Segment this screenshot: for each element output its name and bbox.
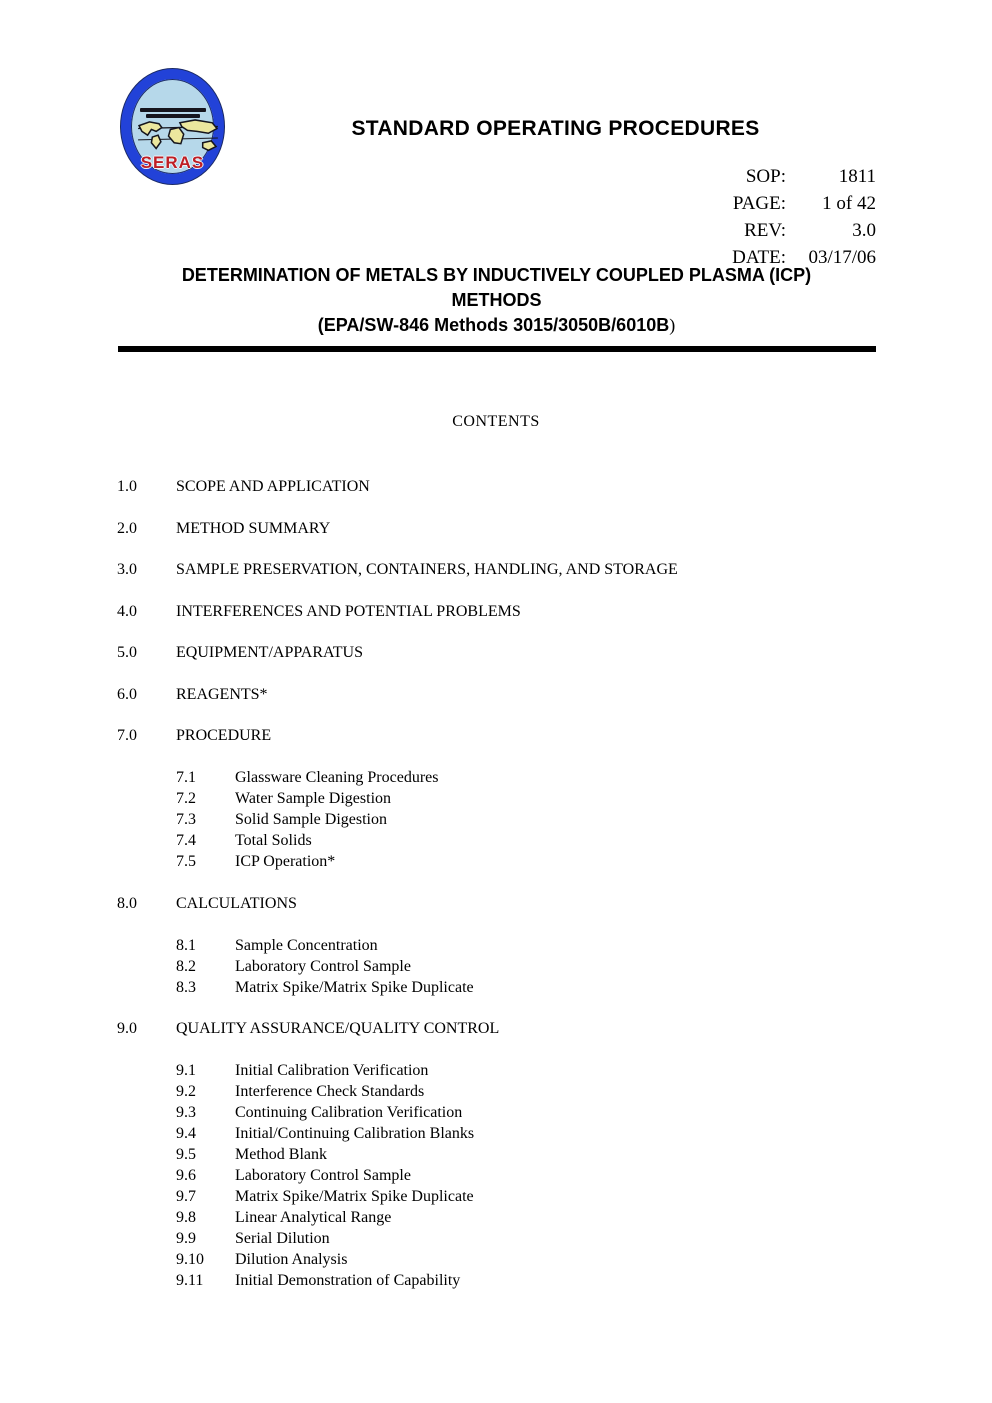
document-title-line2: METHODS [451,290,542,310]
toc-item-number: 2.0 [117,519,137,537]
toc-item-number: 3.0 [117,561,137,578]
toc-item-title: Total Solids [235,832,312,849]
meta-row-sop [732,163,876,190]
toc-item-number: 9.0 [117,1020,137,1037]
toc-item-title: Sample Concentration [235,936,378,954]
toc-item-title: Interference Check Standards [235,1083,425,1100]
meta-row-rev [732,217,876,244]
toc-section-row [117,893,932,914]
toc-item-number: 8.2 [176,957,196,975]
toc-item-title: Matrix Spike/Matrix Spike Duplicate [235,978,474,996]
toc-item-number: 8.0 [117,894,137,912]
world-map-icon [135,119,221,157]
toc-item-title: METHOD SUMMARY [176,519,331,537]
toc-item-title: Dilution Analysis [235,1251,348,1268]
toc-subsection-row [176,1186,932,1207]
meta-value: 1811 [838,166,876,187]
sop-meta-block [732,163,876,271]
toc-subsection-row [176,1123,932,1144]
toc-item-number: 9.9 [176,1230,196,1247]
meta-label: DATE: [732,247,786,268]
toc-item-number: 7.3 [176,811,196,828]
toc-item-number: 9.10 [176,1251,204,1268]
meta-label: PAGE: [732,193,786,214]
toc-item-title: Water Sample Digestion [235,790,392,807]
toc-item-number: 9.4 [176,1125,196,1142]
page-title: STANDARD OPERATING PROCEDURES [351,117,760,140]
toc-subsection-row [176,851,932,872]
toc-item-number: 9.3 [176,1104,196,1121]
toc-item-title: QUALITY ASSURANCE/QUALITY CONTROL [176,1020,500,1037]
toc-item-title: INTERFERENCES AND POTENTIAL PROBLEMS [176,602,521,620]
toc-item-number: 4.0 [117,602,137,620]
toc-item-number: 7.0 [117,727,137,744]
toc-item-title: CALCULATIONS [176,894,297,912]
toc-section-row [117,1018,932,1039]
toc-section-row [117,559,932,580]
toc-item-title: PROCEDURE [176,727,272,744]
toc-item-number: 9.11 [176,1272,204,1289]
logo-tagline-line [140,108,206,112]
toc-subsection-row [176,1102,932,1123]
document-title-line3-close: ) [669,315,676,335]
toc-subsection-group [176,767,932,872]
toc-item-number: 7.4 [176,832,196,849]
toc-subsection-row [176,1228,932,1249]
toc-section-row [117,725,932,746]
header-divider-rule [118,346,876,352]
toc-item-title: Solid Sample Digestion [235,811,387,828]
toc-item-title: Glassware Cleaning Procedures [235,769,439,786]
toc-subsection-row [176,1207,932,1228]
toc-item-number: 9.1 [176,1062,196,1079]
logo-tagline-line [146,114,200,118]
toc-subsection-row [176,788,932,809]
document-title [117,263,876,338]
content-area [0,413,992,1291]
toc-item-title: SAMPLE PRESERVATION, CONTAINERS, HANDLING, AND STORAGE [176,561,678,578]
toc-subsection-row [176,1060,932,1081]
toc-section-row [117,476,932,497]
contents-heading: CONTENTS [452,413,540,430]
toc-subsection-row [176,809,932,830]
toc-section-row [117,684,932,705]
meta-value: 3.0 [852,220,876,241]
toc-subsection-row [176,1249,932,1270]
toc-item-title: Initial Demonstration of Capability [235,1272,461,1289]
toc-item-title: Continuing Calibration Verification [235,1104,463,1121]
toc-subsection-row [176,977,932,998]
toc-item-number: 9.7 [176,1188,196,1205]
toc-subsection-row [176,830,932,851]
toc-item-title: Matrix Spike/Matrix Spike Duplicate [235,1188,474,1205]
toc-item-number: 1.0 [117,478,137,495]
toc-subsection-row [176,767,932,788]
toc-item-number: 9.8 [176,1209,196,1226]
toc-item-title: Linear Analytical Range [235,1209,392,1226]
toc-subsection-row [176,1165,932,1186]
toc-section-row [117,518,932,539]
logo-tagline [131,108,214,118]
toc-list [117,476,932,1291]
toc-item-title: REAGENTS* [176,685,268,703]
logo-org-text: SERAS [140,153,205,172]
toc-item-title: Laboratory Control Sample [235,1167,411,1184]
toc-item-number: 7.2 [176,790,196,807]
meta-value: 1 of 42 [822,193,876,214]
toc-item-number: 9.6 [176,1167,196,1184]
toc-subsection-group [176,935,932,998]
toc-subsection-row [176,1144,932,1165]
document-title-line1: DETERMINATION OF METALS BY INDUCTIVELY COUPLED PLASMA (ICP) [181,265,812,285]
toc-item-number: 9.2 [176,1083,196,1100]
toc-item-title: Laboratory Control Sample [235,957,411,975]
toc-item-title: Method Blank [235,1146,327,1163]
toc-item-title: ICP Operation* [235,853,336,870]
meta-label: REV: [744,220,786,241]
toc-item-number: 8.1 [176,936,196,954]
toc-item-number: 8.3 [176,978,196,996]
toc-item-number: 7.5 [176,853,196,870]
toc-item-title: EQUIPMENT/APPARATUS [176,644,363,661]
meta-value: 03/17/06 [808,247,876,268]
toc-section-row [117,642,932,663]
toc-item-number: 6.0 [117,685,137,703]
toc-item-title: SCOPE AND APPLICATION [176,478,370,495]
seras-logo [121,69,224,184]
toc-subsection-row [176,1081,932,1102]
toc-item-title: Serial Dilution [235,1230,330,1247]
toc-item-title: Initial Calibration Verification [235,1062,429,1079]
meta-row-page [732,190,876,217]
toc-item-title: Initial/Continuing Calibration Blanks [235,1125,475,1142]
toc-item-number: 7.1 [176,769,196,786]
toc-subsection-row [176,935,932,956]
toc-section-row [117,601,932,622]
meta-label: SOP: [745,166,786,187]
toc-subsection-group [176,1060,932,1291]
toc-subsection-row [176,1270,932,1291]
toc-item-number: 5.0 [117,644,137,661]
document-title-line3: (EPA/SW-846 Methods 3015/3050B/6010B) [317,315,676,335]
toc-subsection-row [176,956,932,977]
toc-item-number: 9.5 [176,1146,196,1163]
